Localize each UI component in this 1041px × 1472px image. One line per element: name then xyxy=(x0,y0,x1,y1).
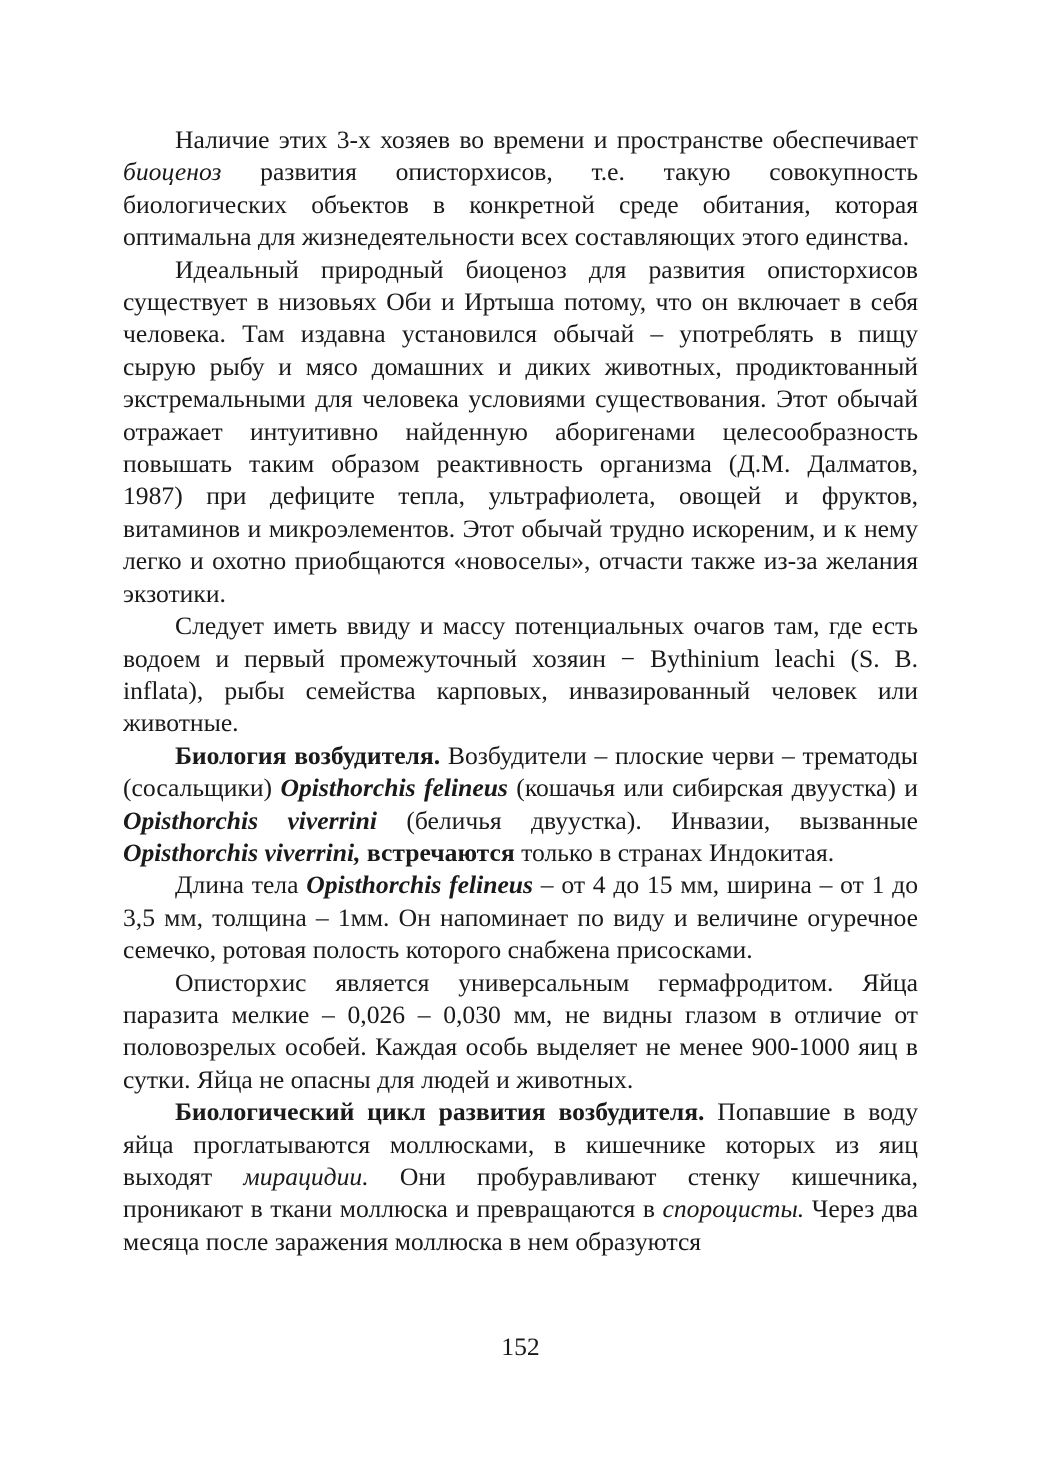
text-span: Идеальный природный биоценоз для развития описторхисов существует в низовьях Оби и Иртыша потому, что он включает в себя человека. Там издавна установился обычай – употреблять в пищу сырую рыбу и мясо домашних и диких животных, продиктованный экстремальными для человека условиями существования. Этот обычай отражает интуитивно найденную аборигенами целесообразность повышать таким образом реактивность организма (Д.М. Далматов, 1987) при дефиците тепла, ультрафиолета, овощей и фруктов, витаминов и микроэлементов. Этот обычай трудно искореним, и к нему легко и охотно приобщаются «новоселы», отчасти также из-за желания экзотики. xyxy=(123,254,918,608)
species-name: Opisthorchis viverrini, xyxy=(123,837,361,867)
paragraph-biocenosis xyxy=(123,124,918,254)
species-name: Opisthorchis felineus xyxy=(280,773,508,803)
paragraph-hermaphrodite xyxy=(123,967,918,1097)
text-span: (кошачья или сибирская двуустка) и xyxy=(507,773,918,803)
paragraph-life-cycle xyxy=(123,1096,918,1258)
italic-term: мирацидии. xyxy=(243,1162,369,1191)
text-span: Они пробуравливают стенку кишечника, проникают в ткани моллюска и превращаются в xyxy=(123,1162,919,1224)
text-span: Попавшие в воду яйца проглатываются моллюсками, в кишечнике которых из яиц выходят xyxy=(123,1097,918,1191)
text-span: (беличья двуустка). Инвазии, вызванные xyxy=(377,805,918,835)
text-span: Через два месяца после заражения моллюска в нем образуются xyxy=(123,1194,919,1256)
text-span: Наличие этих 3-х хозяев во времени и пространстве обеспечивает xyxy=(175,125,918,154)
italic-term: спороцисты. xyxy=(662,1194,805,1224)
bold-text: встречаются xyxy=(360,837,515,867)
text-span: развития описторхисов, т.е. такую совокупность биологических объектов в конкретной среде обитания, которая оптимальна для жизнедеятельности всех составляющих этого единства. xyxy=(123,157,918,252)
text-span: только в странах Индокитая. xyxy=(514,837,835,867)
paragraph-natural-biocenosis xyxy=(123,254,918,610)
section-heading: Биология возбудителя. xyxy=(175,740,441,770)
text-span: Возбудители – плоские черви – трематоды (сосальщики) xyxy=(123,740,918,803)
text-span: Длина тела xyxy=(175,870,307,900)
text-span: Следует иметь ввиду и массу потенциальных очагов там, где есть водоем и первый промежуточный хозяин − Bythinium leachi (S. B. inflata), рыбы семейства карповых, инвазированный человек или животные. xyxy=(123,611,918,738)
page-text xyxy=(123,124,918,1258)
paragraph-body-size xyxy=(123,869,918,966)
paragraph-pathogen-biology xyxy=(123,740,918,870)
italic-term: биоценоз xyxy=(123,157,222,187)
text-span: – от 4 до 15 мм, ширина – от 1 до 3,5 мм, толщина – 1мм. Он напоминает по виду и величине огуречное семечко, ротовая полость которого снабжена присосками. xyxy=(123,870,918,965)
species-name: Opisthorchis felineus xyxy=(306,870,534,900)
paragraph-potential-foci xyxy=(123,610,918,740)
section-heading: Биологический цикл развития возбудителя. xyxy=(175,1097,705,1127)
species-name: Opisthorchis viverrini xyxy=(123,805,378,835)
text-span: Описторхис является универсальным гермафродитом. Яйца паразита мелкие – 0,026 – 0,030 мм, не видны глазом в отличие от половозрелых особей. Каждая особь выделяет не менее 900-1000 яиц в сутки. Яйца не опасны для людей и животных. xyxy=(123,967,918,1094)
page-number: 152 xyxy=(501,1332,540,1361)
